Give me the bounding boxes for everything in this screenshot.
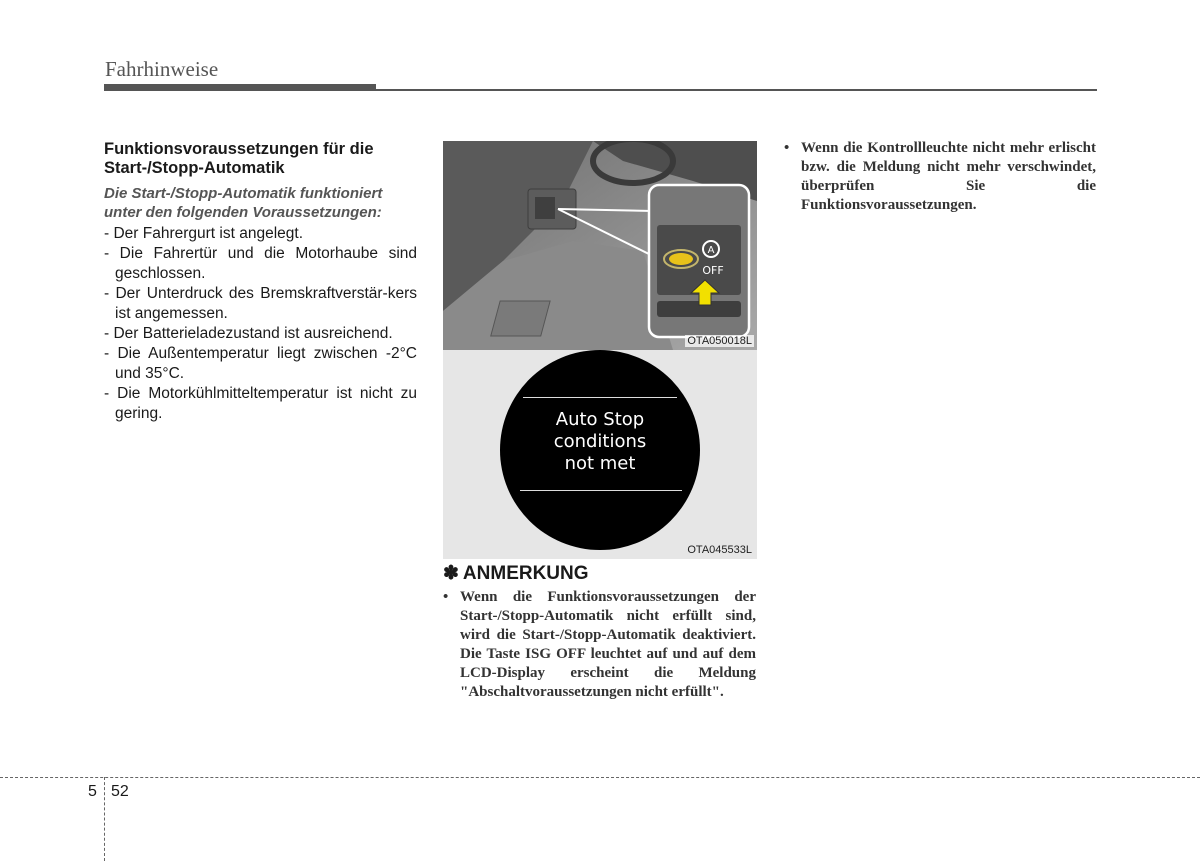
lcd-divider-bottom bbox=[520, 490, 682, 491]
footer-divider bbox=[0, 777, 1200, 778]
condition-item: - Der Unterdruck des Bremskraftverstär-kers ist angemessen. bbox=[104, 285, 417, 322]
asterisk-icon: ✽ bbox=[443, 563, 459, 584]
conditions-list bbox=[104, 224, 417, 424]
isg-off-label: OFF bbox=[702, 264, 724, 277]
section-subheading: Die Start-/Stopp-Automatik funktioniert unter den folgenden Voraussetzungen: bbox=[104, 185, 383, 221]
lcd-display bbox=[500, 350, 700, 550]
figure-code: OTA050018L bbox=[687, 335, 752, 347]
bullet-icon: • bbox=[784, 140, 790, 156]
chapter-number: 5 bbox=[88, 783, 97, 800]
condition-item: - Die Fahrertür und die Motorhaube sind geschlossen. bbox=[104, 245, 417, 282]
note-title-text: ANMERKUNG bbox=[462, 563, 589, 584]
dashboard-illustration bbox=[443, 141, 757, 350]
note-title bbox=[443, 562, 756, 586]
page-number: 52 bbox=[111, 783, 129, 800]
note-section bbox=[443, 562, 756, 702]
figure-dashboard bbox=[443, 141, 757, 350]
note-paragraph bbox=[443, 588, 756, 702]
figure-lcd-display bbox=[443, 350, 757, 559]
condition-item: - Der Fahrergurt ist angelegt. bbox=[104, 225, 304, 242]
bullet-icon: • bbox=[443, 589, 449, 605]
condition-item: - Der Batterieladezustand ist ausreichend. bbox=[104, 325, 393, 342]
header-rule-thin bbox=[376, 89, 1097, 91]
figure-code: OTA045533L bbox=[687, 544, 752, 556]
right-paragraph bbox=[784, 139, 1096, 215]
running-header: Fahrhinweise bbox=[105, 57, 219, 81]
condition-item: - Die Motorkühlmitteltemperatur ist nicht zu gering. bbox=[104, 385, 417, 422]
lcd-message: Auto Stop conditions not met bbox=[553, 409, 647, 474]
section-heading: Funktionsvoraussetzungen für die Start-/Stopp-Automatik bbox=[104, 140, 374, 177]
note-text: Wenn die Funktionsvoraussetzungen der Start-/Stopp-Automatik nicht erfüllt sind, wird die Start-/Stopp-Automatik deaktiviert. Die Taste ISG OFF leuchtet auf und auf dem LCD-Display erscheint die Meldung "Abschaltvoraussetzungen nicht erfüllt". bbox=[460, 589, 756, 700]
right-column bbox=[784, 139, 1096, 215]
condition-item: - Die Außentemperatur liegt zwischen -2°C und 35°C. bbox=[104, 345, 417, 382]
left-column bbox=[104, 140, 417, 424]
svg-text:A: A bbox=[707, 245, 715, 256]
header-rule-thick bbox=[104, 84, 376, 91]
footer-vertical-divider bbox=[104, 777, 105, 861]
right-text: Wenn die Kontrollleuchte nicht mehr erlischt bzw. die Meldung nicht mehr verschwindet, überprüfen Sie die Funktionsvoraussetzungen. bbox=[801, 140, 1096, 213]
lcd-divider-top bbox=[523, 397, 677, 398]
